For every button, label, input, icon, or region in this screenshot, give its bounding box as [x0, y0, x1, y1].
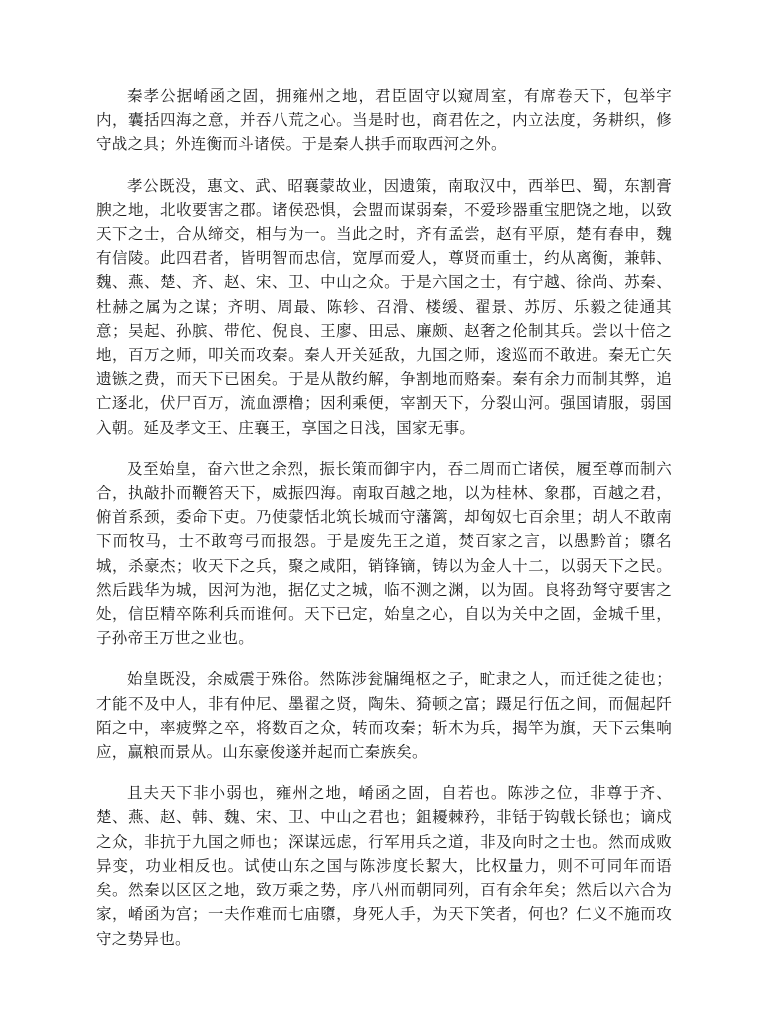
- paragraph-4: 始皇既没，余威震于殊俗。然陈涉瓮牖绳枢之子，甿隶之人，而迁徙之徒也；才能不及中人，非有仲尼、墨翟之贤，陶朱、猗顿之富；蹑足行伍之间，而倔起阡陌之中，率疲弊之卒，将数百之众，转而攻秦；斩木为兵，揭竿为旗，天下云集响应，赢粮而景从。山东豪俊遂并起而亡秦族矣。: [96, 670, 672, 762]
- document-body: [96, 84, 672, 968]
- paragraph-1: 秦孝公据崤函之固，拥雍州之地，君臣固守以窥周室，有席卷天下，包举宇内，囊括四海之意，并吞八荒之心。当是时也，商君佐之，内立法度，务耕织，修守战之具；外连衡而斗诸侯。于是秦人拱手而取西河之外。: [96, 87, 672, 154]
- paragraph-2: 孝公既没，惠文、武、昭襄蒙故业，因遗策，南取汉中，西举巴、蜀，东割膏腴之地，北收要害之郡。诸侯恐惧，会盟而谋弱秦，不爱珍器重宝肥饶之地，以致天下之士，合从缔交，相与为一。当此之时，齐有孟尝，赵有平原，楚有春申，魏有信陵。此四君者，皆明智而忠信，宽厚而爱人，尊贤而重士，约从离衡，兼韩、魏、燕、楚、齐、赵、宋、卫、中山之众。于是六国之士，有宁越、徐尚、苏秦、杜赫之属为之谋；齐明、周最、陈轸、召滑、楼缓、翟景、苏厉、乐毅之徒通其意；吴起、孙膑、带佗、倪良、王廖、田忌、廉颇、赵奢之伦制其兵。尝以十倍之地，百万之师，叩关而攻秦。秦人开关延敌，九国之师，逡巡而不敢进。秦无亡矢遗镞之费，而天下已困矣。于是从散约解，争割地而赂秦。秦有余力而制其弊，追亡逐北，伏尸百万，流血漂橹；因利乘便，宰割天下，分裂山河。强国请服，弱国入朝。延及孝文王、庄襄王，享国之日浅，国家无事。: [96, 176, 672, 437]
- paragraph-3: 及至始皇，奋六世之余烈，振长策而御宇内，吞二周而亡诸侯，履至尊而制六合，执敲扑而鞭笞天下，威振四海。南取百越之地，以为桂林、象郡，百越之君，俯首系颈，委命下吏。乃使蒙恬北筑长城而守藩篱，却匈奴七百余里；胡人不敢南下而牧马，士不敢弯弓而报怨。于是废先王之道，焚百家之言，以愚黔首；隳名城，杀豪杰；收天下之兵，聚之咸阳，销锋镝，铸以为金人十二，以弱天下之民。然后践华为城，因河为池，据亿丈之城，临不测之渊，以为固。良将劲弩守要害之处，信臣精卒陈利兵而谁何。天下已定，始皇之心，自以为关中之固，金城千里，子孙帝王万世之业也。: [96, 459, 672, 648]
- paragraph-5: 且夫天下非小弱也，雍州之地，崤函之固，自若也。陈涉之位，非尊于齐、楚、燕、赵、韩、魏、宋、卫、中山之君也；鉏耰棘矜，非铦于钩戟长铩也；谪戍之众，非抗于九国之师也；深谋远虑，行军用兵之道，非及向时之士也。然而成败异变，功业相反也。试使山东之国与陈涉度长絜大，比权量力，则不可同年而语矣。然秦以区区之地，致万乘之势，序八州而朝同列，百有余年矣；然后以六合为家，崤函为宫；一夫作难而七庙隳，身死人手，为天下笑者，何也？仁义不施而攻守之势异也。: [96, 784, 672, 948]
